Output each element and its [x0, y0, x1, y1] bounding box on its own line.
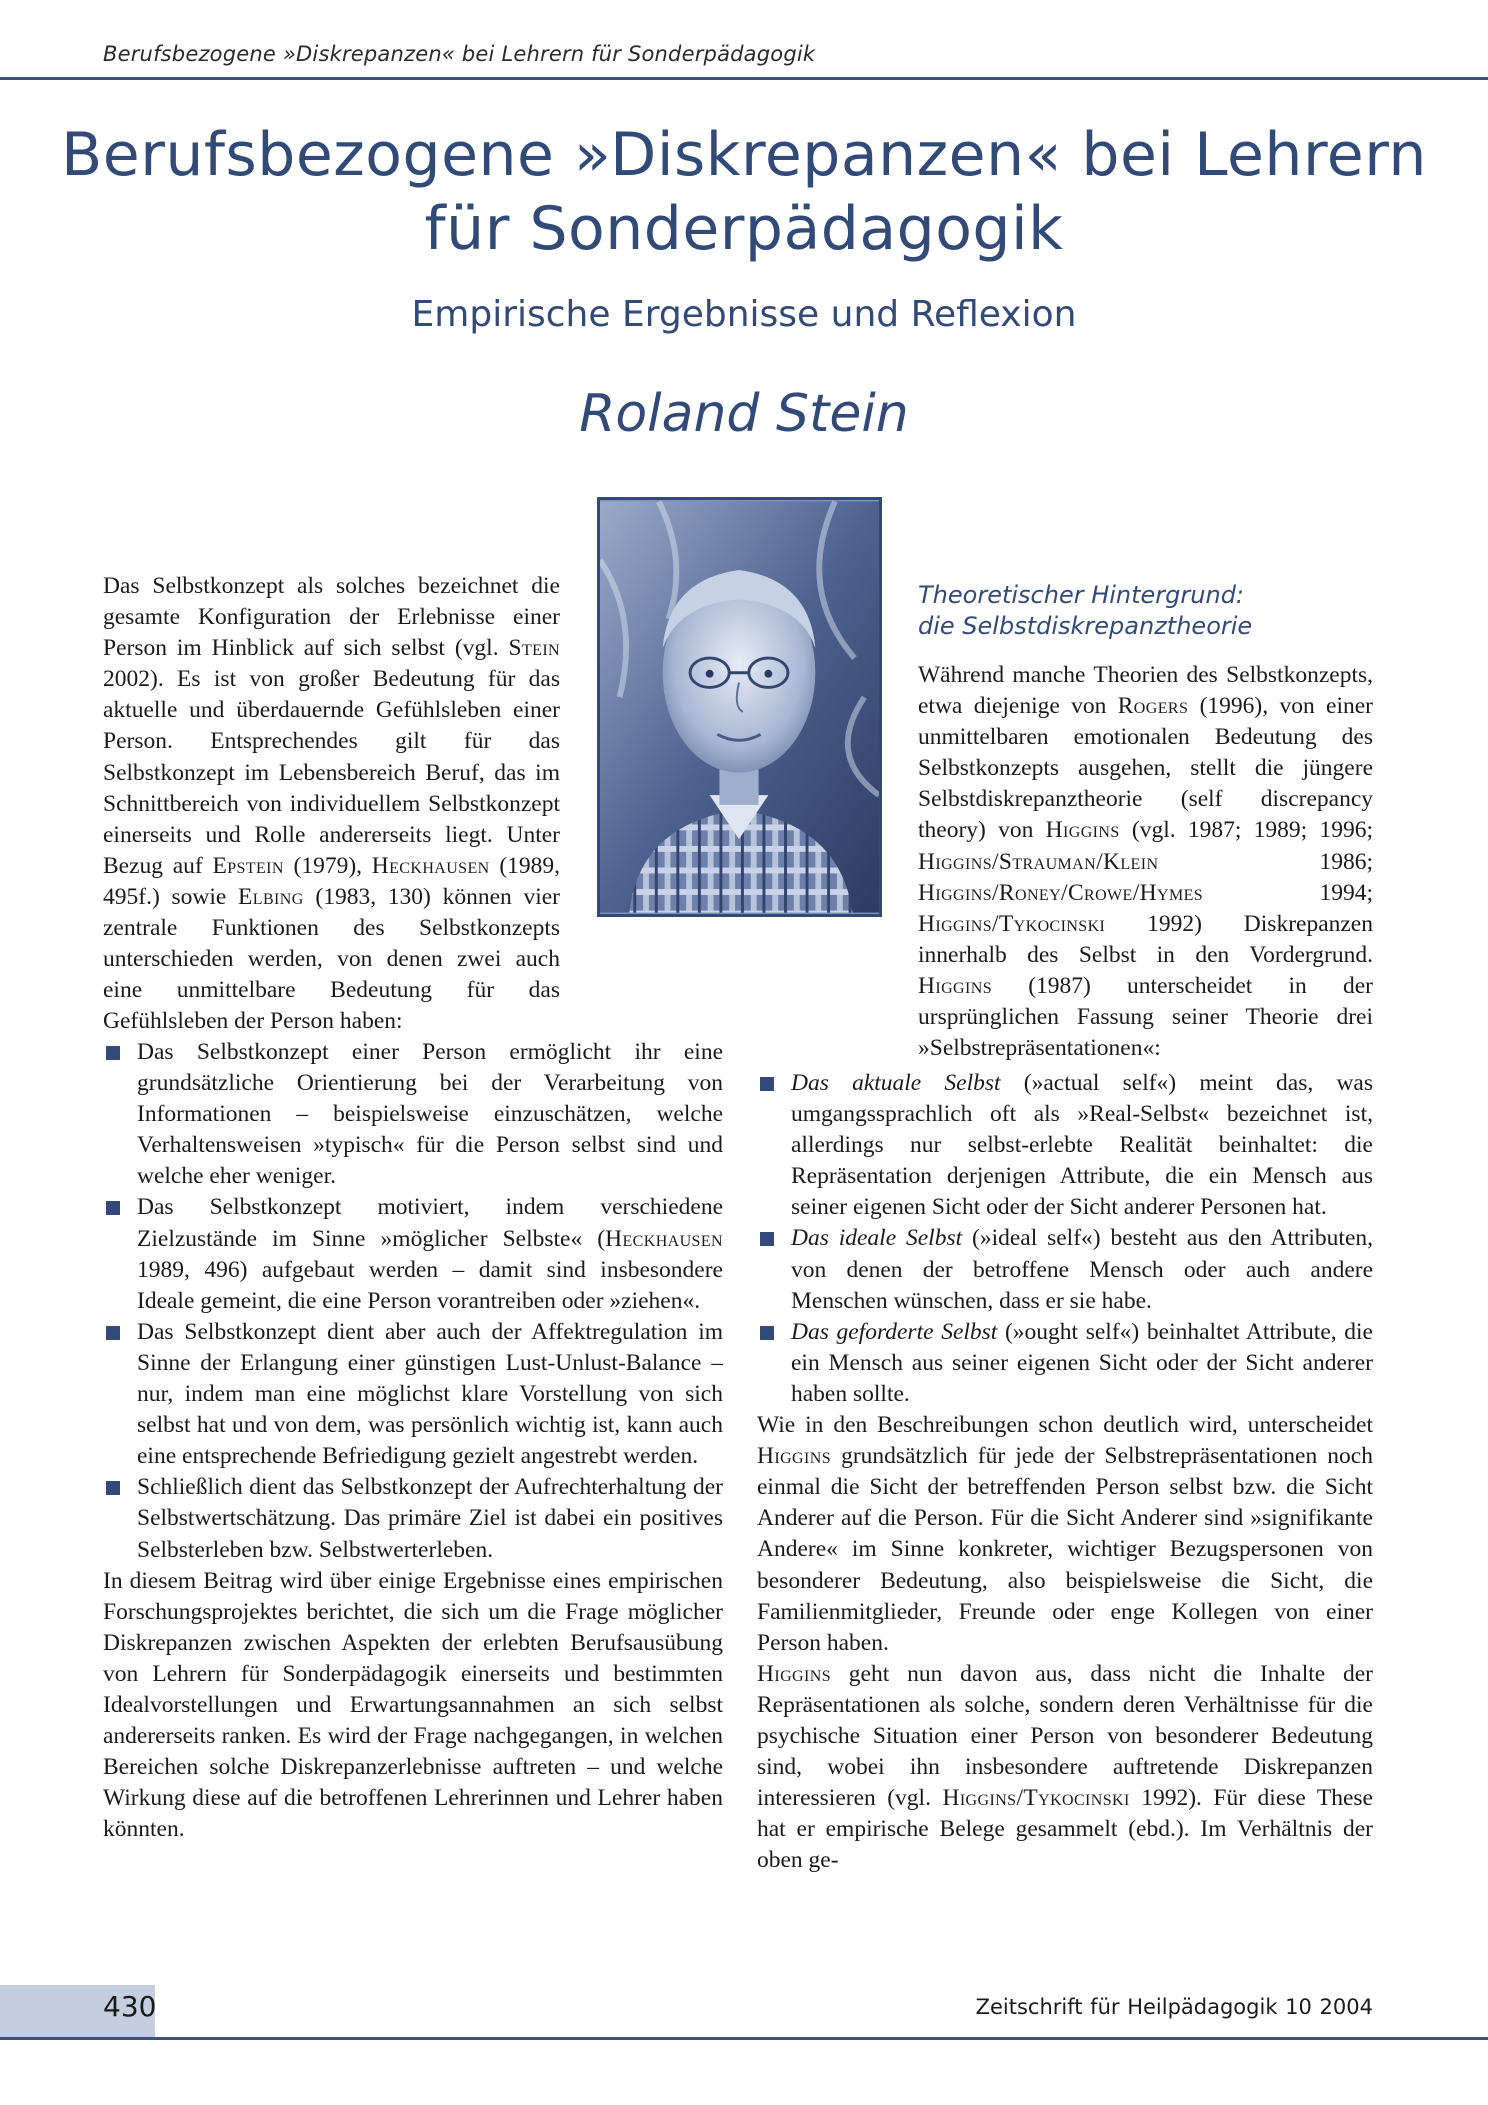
intro-paragraph — [103, 571, 560, 1037]
footer-rule — [0, 2037, 1488, 2040]
citation-name: Higgins/Strauman/Klein — [918, 848, 1159, 875]
text-run: Während manche Theorien des Selbstkonzepts, etwa diejenige von — [918, 662, 1373, 720]
bullet-square-icon — [106, 1046, 120, 1060]
list-item-text: Das Selbstkonzept dient aber auch der Affektregulation im Sinne der Erlangung einer günstigen Lust-Unlust-Balance – nur, indem man eine möglichst klare Vorstellung von sich selbst hat und von dem, was persönlich wichtig ist, kann auch eine entsprechende Befriedigung gezielt angestrebt werden. — [137, 1318, 723, 1470]
list-item-text: Das Selbstkonzept motiviert, indem verschiedene Zielzustände im Sinne »möglicher Selbste« ( — [137, 1194, 723, 1252]
article-subtitle: Empirische Ergebnisse und Reflexion — [411, 294, 1077, 335]
list-item — [103, 1317, 723, 1472]
theory-paragraph — [918, 660, 1373, 1064]
list-item-text: Schließlich dient das Selbstkonzept der Aufrechterhaltung der Selbstwertschätzung. Das primäre Ziel ist dabei ein positives Selbsterleben bzw. Selbstwerterleben. — [137, 1474, 723, 1563]
list-item-text: (»actual self«) meint das, was umgangssprachlich oft als »Real-Selbst« bezeichnet ist, allerdings nur selbst-erlebte Realität beinhaltet: die Repräsentation derjenigen Attribute, die ein Mensch aus seiner eigenen Sicht oder der Sicht anderer Personen hat. — [791, 1070, 1373, 1221]
list-item-text: 1989, 496) aufgebaut werden – damit sind insbesondere Ideale gemeint, die eine Person vorantreiben oder »ziehen«. — [137, 1256, 723, 1314]
text-run: grundsätzlich für jede der Selbstrepräsentationen noch einmal die Sicht der betreffenden Person selbst bzw. die Sicht Anderer auf die Person. Für die Sicht Anderer sind »signifikante Andere« im Sinne konkreter, wichtiger Bezugspersonen von besonderer Bedeutung, also beispielsweise die Sicht, die Familienmitglieder, Freunde oder enge Kollegen von einer Person haben. — [757, 1443, 1373, 1656]
article-title: Berufsbezogene »Diskrepanzen« bei Lehrern für Sonderpädagogik — [61, 120, 1427, 264]
text-run: Wie in den Beschreibungen schon deutlich wird, unterscheidet — [757, 1412, 1373, 1439]
article-author: Roland Stein — [579, 384, 909, 444]
right-column-lower — [757, 1068, 1373, 1876]
citation-name: Higgins — [757, 1660, 831, 1687]
citation-name: Higgins/Tykocinski — [918, 910, 1106, 937]
text-run: (1987) unterscheidet in der ursprünglichen Fassung seiner Theorie drei »Selbstrepräsentationen«: — [918, 972, 1373, 1062]
text-run: 2002). Es ist von großer Bedeutung für das aktuelle und überdauernde Gefühlsleben einer Person. Entsprechendes gilt für das Selbstkonzept im Lebensbereich Beruf, das im Schnittbereich von individuellem Selbstkonzept einerseits und Rolle andererseits liegt. Unter Bezug auf — [103, 666, 560, 879]
list-item — [757, 1068, 1373, 1223]
author-portrait-photo — [597, 497, 882, 917]
text-run: (1996), von einer unmittelbaren emotionalen Bedeutung des Selbstkonzepts ausgehen, stellt die jüngere Selbstdiskrepanztheorie (self discrepancy theory) von — [918, 693, 1373, 844]
text-run: 1992) Diskrepanzen innerhalb des Selbst in den Vordergrund. — [918, 910, 1373, 968]
text-run: (1983, 130) können vier zentrale Funktionen des Selbstkonzepts unterschieden werden, von denen zwei auch eine unmittelbare Bedeutung für das Gefühlsleben der Person haben: — [103, 883, 560, 1035]
text-run: 1992). Für diese These hat er empirische Belege gesammelt (ebd.). Im Verhältnis der oben ge- — [757, 1785, 1373, 1874]
text-run: 1994; — [1203, 879, 1373, 906]
running-head: Berufsbezogene »Diskrepanzen« bei Lehrern für Sonderpädagogik — [103, 42, 816, 66]
portrait-illustration — [600, 500, 879, 914]
citation-name: Higgins — [1045, 817, 1120, 844]
left-column-intro — [103, 571, 560, 1037]
closing-paragraph: In diesem Beitrag wird über einige Ergebnisse eines empirischen Forschungsprojektes berichtet, die sich um die Frage möglicher Diskrepanzen zwischen Aspekten der erlebten Berufsausübung von Lehrern für Sonderpädagogik einerseits und bestimmten Idealvorstellungen und Erwartungsannahmen an sich selbst andererseits ranken. Es wird der Frage nachgegangen, in welchen Bereichen solche Diskrepanzerlebnisse auftreten – und welche Wirkung diese auf die betroffenen Lehrerinnen und Lehrer haben könnten. — [103, 1567, 723, 1843]
section-heading-line-2: die Selbstdiskrepanztheorie — [918, 612, 1253, 640]
term: Das ideale Selbst — [791, 1225, 963, 1252]
citation-name: Stein — [508, 635, 560, 662]
bullet-square-icon — [760, 1232, 774, 1246]
text-run: (1979), — [283, 852, 372, 879]
list-item — [757, 1223, 1373, 1316]
list-item-text: (»ought self«) beinhaltet Attribute, die ein Mensch aus seiner eigenen Sicht oder der Sicht anderer haben sollte. — [791, 1318, 1373, 1407]
section-heading — [918, 580, 1378, 642]
list-item-text: Das Selbstkonzept einer Person ermöglicht ihr eine grundsätzliche Orientierung bei der Verarbeitung von Informationen – beispielsweise einzuschätzen, welche Verhaltensweisen »typisch« für die Person selbst sind und welche eher weniger. — [137, 1039, 723, 1190]
bullet-square-icon — [106, 1201, 120, 1215]
citation-name: Heckhausen — [605, 1225, 723, 1252]
citation-name: Epstein — [212, 852, 284, 879]
citation-name: Higgins — [757, 1443, 831, 1470]
citation-name: Rogers — [1117, 693, 1189, 720]
function-list — [103, 1037, 723, 1566]
self-representation-list — [757, 1068, 1373, 1410]
citation-name: Higgins/Tykocinski — [942, 1785, 1130, 1812]
citation-name: Elbing — [238, 883, 304, 910]
section-heading-line-1: Theoretischer Hintergrund: — [918, 581, 1245, 609]
journal-reference: Zeitschrift für Heilpädagogik 10 2004 — [975, 1995, 1373, 2019]
bullet-square-icon — [106, 1326, 120, 1340]
text-run: (1989, 495f.) sowie — [103, 852, 561, 910]
bullet-square-icon — [106, 1481, 120, 1495]
citation-name: Higgins/Roney/Crowe/Hymes — [918, 879, 1204, 906]
list-item — [103, 1037, 723, 1192]
citation-name: Heckhausen — [371, 852, 490, 879]
list-item — [757, 1317, 1373, 1410]
text-run: 1986; — [1158, 848, 1373, 875]
page-number: 430 — [103, 1990, 157, 2023]
list-item — [103, 1192, 723, 1316]
discrepancy-paragraph — [757, 1659, 1373, 1877]
left-column-lower — [103, 1037, 723, 1845]
text-run: Das Selbstkonzept als solches bezeichnet die gesamte Konfiguration der Erlebnisse einer Person im Hinblick auf sich selbst (vgl. — [103, 573, 560, 662]
text-run: geht nun davon aus, dass nicht die Inhalte der Repräsentationen als solche, sondern deren Verhältnisse für die psychische Situation einer Person von besonderer Bedeutung sind, wobei ihn insbesondere auftretende Diskrepanzen interessieren (vgl. — [757, 1660, 1373, 1812]
text-run: (vgl. 1987; 1989; 1996; — [1119, 817, 1373, 844]
term: Das aktuale Selbst — [791, 1070, 1001, 1096]
right-column-intro — [918, 660, 1373, 1064]
term: Das geforderte Selbst — [791, 1318, 998, 1345]
list-item — [103, 1472, 723, 1565]
perspective-paragraph — [757, 1410, 1373, 1659]
header-rule — [0, 77, 1488, 80]
list-item-text: (»ideal self«) besteht aus den Attributen, von denen der betroffene Mensch oder auch andere Menschen wünschen, dass er sie habe. — [791, 1225, 1374, 1314]
citation-name: Higgins — [918, 972, 992, 999]
bullet-square-icon — [760, 1077, 774, 1091]
bullet-square-icon — [760, 1326, 774, 1340]
